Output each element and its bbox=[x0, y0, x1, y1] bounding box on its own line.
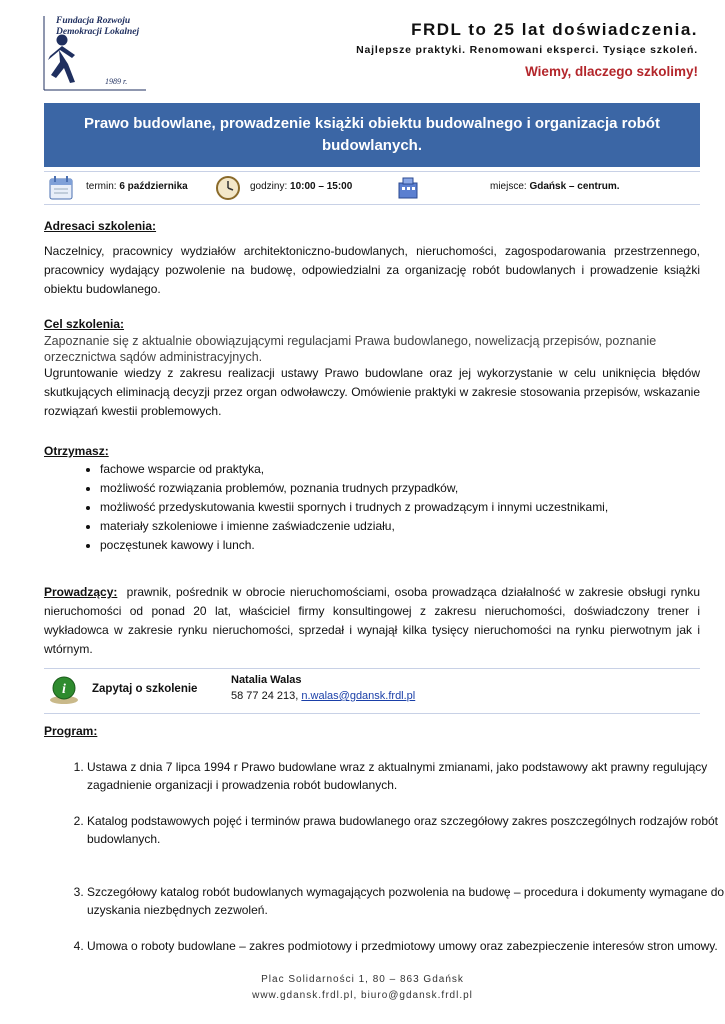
prowadzacy-text: prawnik, pośrednik w obrocie nieruchomościami, osoba prowadząca działalność w zakresie obsługi rynku nieruchomości od ponad 20 lat, właściciel firmy konsultingowej z zakresu nieruchomości, doświadczony trener i wykładowca w zakresie rynku nieruchomości, sprzedał i wynajął kilka tysięcy nieruchomości na rynku pierwotnym jak i wtórnym. bbox=[44, 585, 701, 656]
prowadzacy-heading: Prowadzący: bbox=[44, 585, 118, 599]
contact-phone: 58 77 24 213, bbox=[231, 690, 299, 702]
miejsce: miejsce: Gdańsk – centrum. bbox=[490, 181, 620, 192]
course-title-banner bbox=[44, 103, 700, 167]
list-item: • materiały szkoleniowe i imienne zaświadczenie udziału, bbox=[100, 517, 608, 536]
list-item: 4. Umowa o roboty budowlane – zakres podmiotowy i przedmiotowy umowy oraz zabezpieczenie interesów stron umowy. bbox=[87, 937, 725, 955]
otrzymasz-heading: Otrzymasz: bbox=[44, 444, 109, 458]
footer bbox=[0, 972, 725, 1004]
prowadzacy-section bbox=[44, 583, 700, 659]
contact-box bbox=[44, 668, 700, 714]
course-info-row bbox=[44, 171, 700, 205]
program-list bbox=[62, 758, 725, 955]
header-tagline: Najlepsze praktyki. Renomowani eksperci. Tysiące szkoleń. bbox=[356, 44, 698, 56]
cel-text-1: Zapoznanie się z aktualnie obowiązującymi regulacjami Prawa budowlanego, nowelizacją przepisów, poznanie orzecznictwa sądów administracyjnych. bbox=[44, 334, 657, 364]
location-building-icon bbox=[396, 175, 420, 200]
contact-details bbox=[231, 690, 415, 702]
list-item: • fachowe wsparcie od praktyka, bbox=[100, 460, 608, 479]
adresaci-heading: Adresaci szkolenia: bbox=[44, 219, 157, 233]
logo-year: 1989 r. bbox=[105, 77, 128, 86]
termin: termin: 6 października bbox=[86, 181, 188, 192]
benefits-list bbox=[80, 460, 608, 555]
cel-text-2: Ugruntowanie wiedzy z zakresu realizacji ustawy Prawo budowlane oraz jej wykorzystanie w celu uniknięcia błędów skutkujących eliminacją decyzji przez organ odwoławczy. Omówienie praktyki w zakresie stosowania przepisów, wskazanie rozwiązań kwestii problemowych. bbox=[44, 366, 700, 418]
clock-icon bbox=[214, 174, 242, 201]
cel-heading: Cel szkolenia: bbox=[44, 317, 125, 331]
list-item: 3. Szczegółowy katalog robót budowlanych wymagających pozwolenia na budowę – procedura i dokumenty wymagane do uzyskania niezbędnych zezwoleń. bbox=[87, 883, 725, 919]
list-item: • możliwość przedyskutowania kwestii spornych i trudnych z prowadzącym i innymi uczestnikami, bbox=[100, 498, 608, 517]
list-item: 1. Ustawa z dnia 7 lipca 1994 r Prawo budowlane wraz z aktualnymi zmianami, jako podstawowy akt prawny regulujący zagadnienie organizacji i prowadzenia robót budowlanych. bbox=[87, 758, 725, 794]
header-title: FRDL to 25 lat doświadczenia. bbox=[411, 20, 698, 39]
svg-text:i: i bbox=[62, 682, 66, 697]
list-item: • poczęstunek kawowy i lunch. bbox=[100, 536, 608, 555]
contact-email-link[interactable]: n.walas@gdansk.frdl.pl bbox=[301, 690, 416, 702]
info-icon bbox=[48, 674, 80, 706]
header-slogan: Wiemy, dlaczego szkolimy! bbox=[525, 64, 698, 79]
footer-web: www.gdansk.frdl.pl, biuro@gdansk.frdl.pl bbox=[252, 990, 473, 1001]
contact-name: Natalia Walas bbox=[231, 674, 302, 686]
footer-address: Plac Solidarności 1, 80 – 863 Gdańsk bbox=[261, 974, 464, 985]
contact-label: Zapytaj o szkolenie bbox=[92, 683, 198, 695]
calendar-icon bbox=[48, 174, 74, 201]
logo-text: Fundacja Rozwoju Demokracji Lokalnej bbox=[56, 16, 140, 37]
list-item: 2. Katalog podstawowych pojęć i terminów prawa budowlanego oraz szczegółowy zakres poszczególnych rodzajów robót budowlanych. bbox=[87, 812, 725, 848]
course-title: Prawo budowlane, prowadzenie książki obiektu budowalnego i organizacja robót budowlanych. bbox=[84, 115, 660, 154]
adresaci-text: Naczelnicy, pracownicy wydziałów architektoniczno-budowlanych, nieruchomości, zagospodarowania przestrzennego, pracownicy wydający pozwolenie na budowę, odpowiedzialni za organizację robót budowlanych i prowadzenie książki obiektu budowlanego. bbox=[44, 244, 700, 296]
list-item: • możliwość rozwiązania problemów, poznania trudnych przypadków, bbox=[100, 479, 608, 498]
godziny: godziny: 10:00 – 15:00 bbox=[250, 181, 353, 192]
program-heading: Program: bbox=[44, 724, 98, 738]
